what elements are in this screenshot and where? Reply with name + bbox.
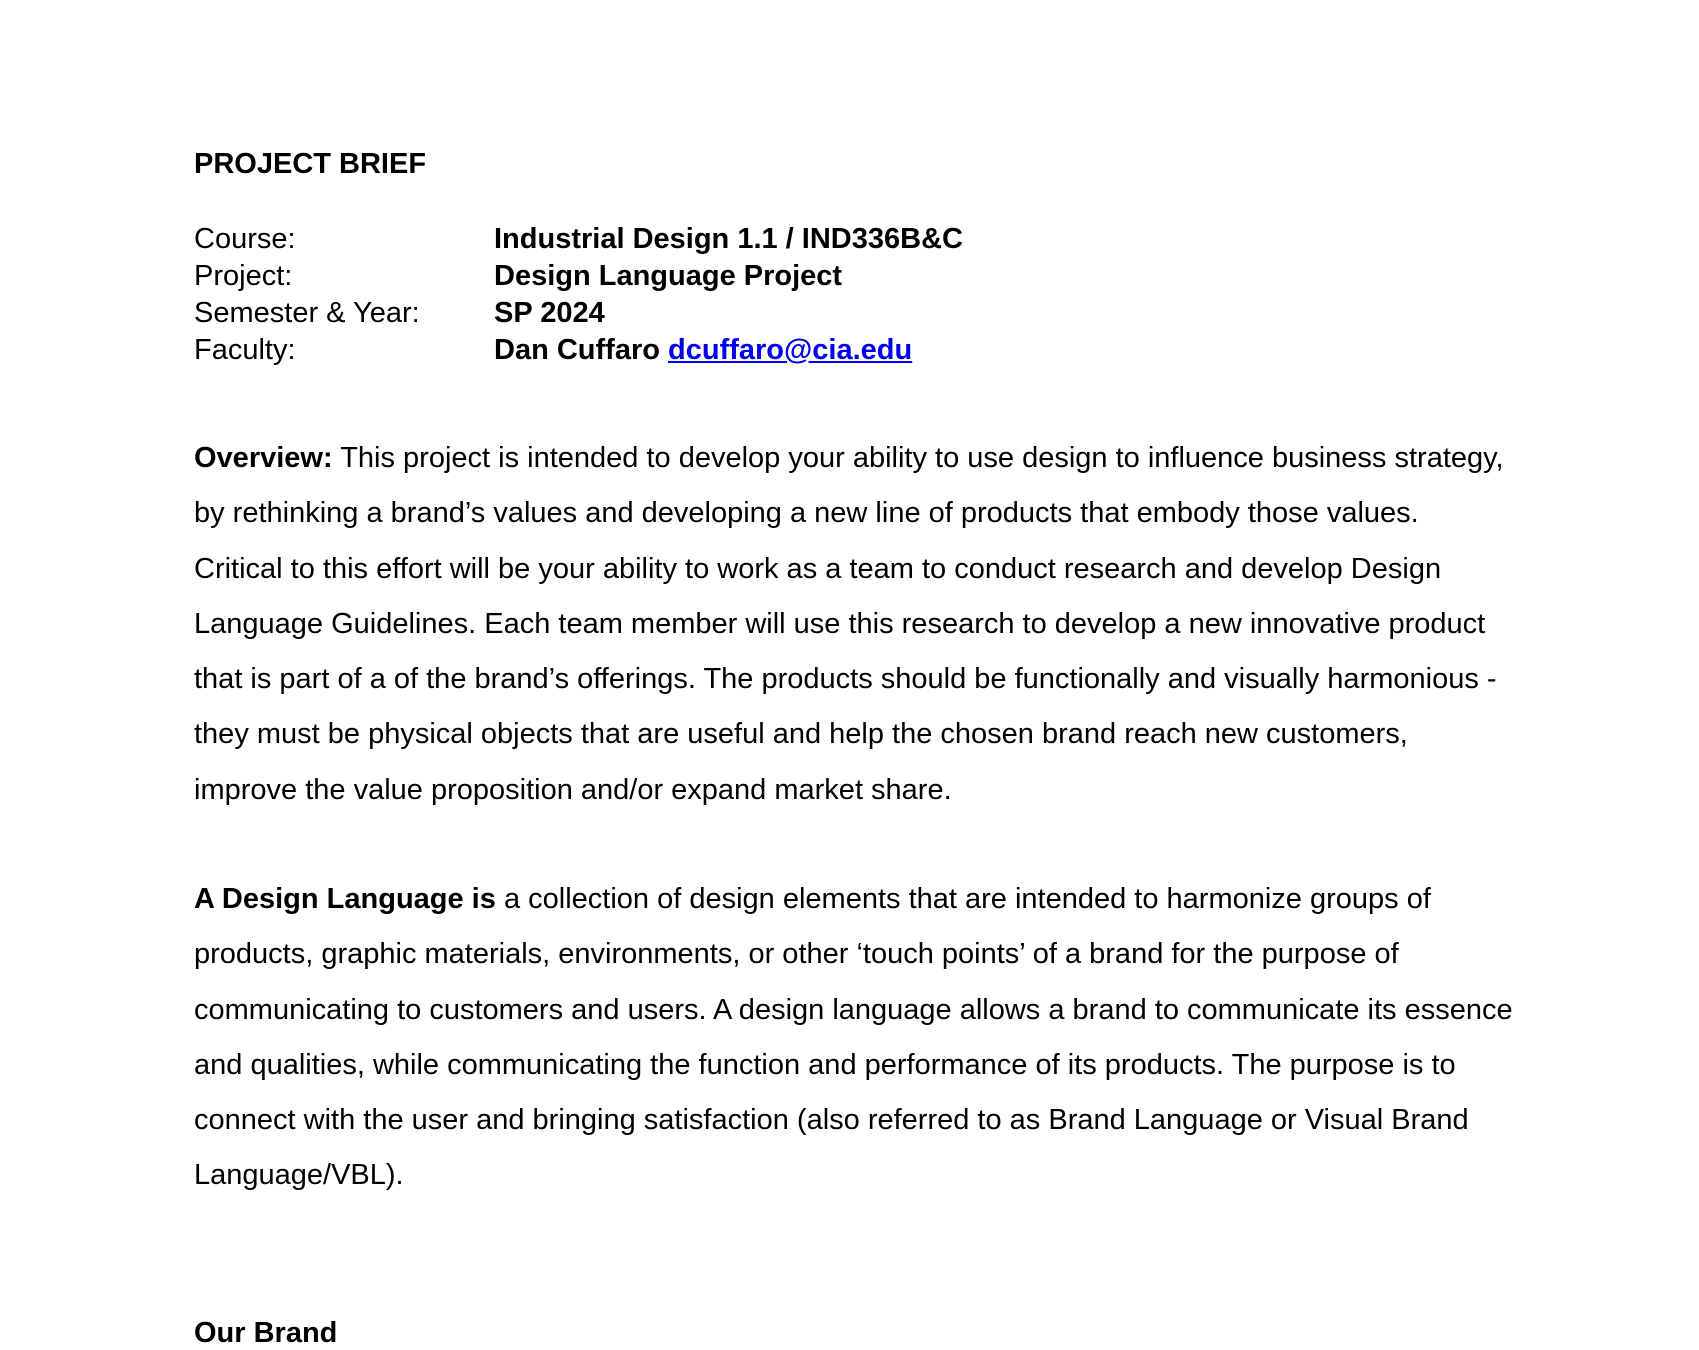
course-label: Course: <box>194 223 296 255</box>
design-language-body: a collection of design elements that are intended to harmonize groups of products, graphic materials, environments, or other ‘touch points’ of a brand for the purpose of communicating to customers and users. A design language allows a brand to communicate its essence and qualities, while communicating the function and performance of its products. The purpose is to connect with the user and bringing satisfaction (also referred to as Brand Language or Visual Brand Language/VBL). <box>194 883 1513 1192</box>
semester-label: Semester & Year: <box>194 297 420 329</box>
course-value: Industrial Design 1.1 / IND336B&C <box>494 223 963 255</box>
faculty-label: Faculty: <box>194 334 296 366</box>
faculty-value <box>494 332 912 369</box>
project-meta-table <box>194 221 963 369</box>
meta-row-project <box>194 258 963 295</box>
project-value: Design Language Project <box>494 260 843 292</box>
overview-lead: Overview: <box>194 442 333 474</box>
document-title: PROJECT BRIEF <box>194 148 427 180</box>
next-section-heading: Our Brand <box>194 1317 338 1349</box>
meta-row-faculty <box>194 332 963 369</box>
faculty-email-link[interactable]: dcuffaro@cia.edu <box>668 334 913 366</box>
project-label: Project: <box>194 260 293 292</box>
design-language-lead: A Design Language is <box>194 883 496 915</box>
design-language-paragraph <box>194 872 1514 1204</box>
semester-value: SP 2024 <box>494 297 605 329</box>
meta-row-semester <box>194 295 963 332</box>
overview-body: This project is intended to develop your ability to use design to influence business strategy, by rethinking a brand’s values and developing a new line of products that embody those values. Critical to this effort will be your ability to work as a team to conduct research and develop Design Language Guidelines. Each team member will use this research to develop a new innovative product that is part of a of the brand’s offerings. The products should be functionally and visually harmonious - they must be physical objects that are useful and help the chosen brand reach new customers, improve the value proposition and/or expand market share. <box>194 442 1504 806</box>
meta-row-course <box>194 221 963 258</box>
overview-paragraph <box>194 431 1514 818</box>
faculty-name: Dan Cuffaro <box>494 334 660 366</box>
